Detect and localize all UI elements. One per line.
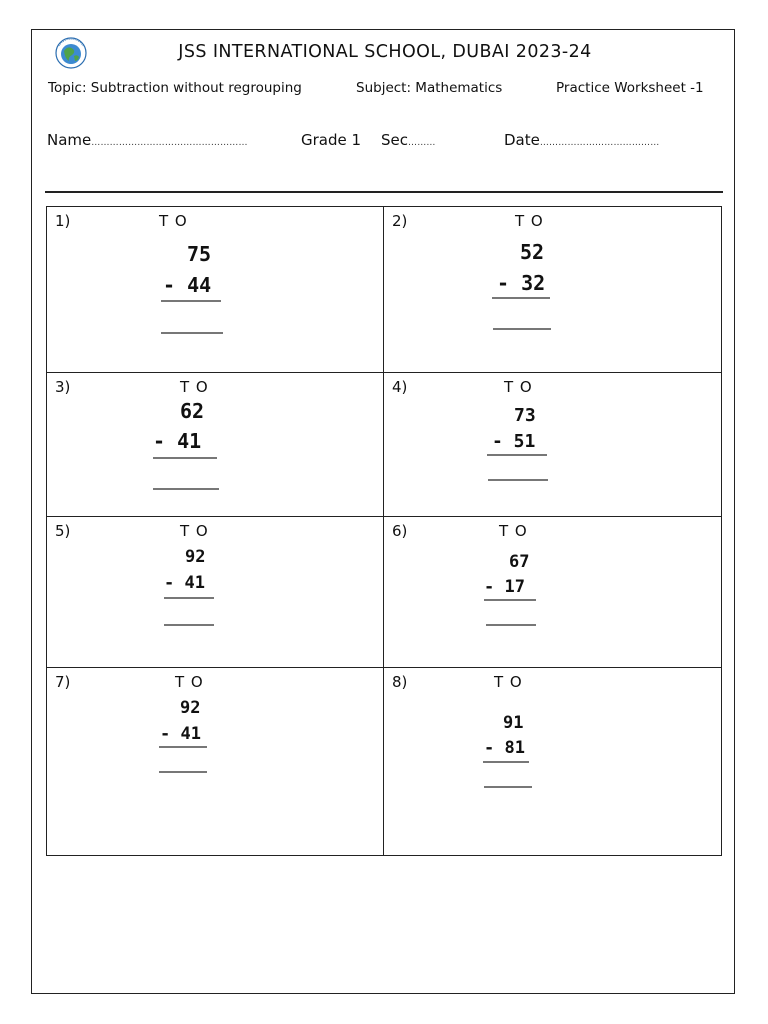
date-field[interactable] <box>504 131 659 149</box>
operation-line <box>483 761 529 763</box>
operation-line <box>487 454 547 456</box>
minuend: 67 <box>509 552 530 572</box>
answer-line[interactable] <box>161 332 223 334</box>
problem-cell <box>384 207 721 373</box>
minuend: 73 <box>514 405 536 426</box>
problem-cell <box>47 373 384 517</box>
answer-line[interactable] <box>484 786 532 788</box>
name-dots: …………………………………………… <box>91 138 248 148</box>
operation-line <box>484 599 536 601</box>
problem-cell <box>384 373 721 517</box>
date-label: Date <box>504 131 540 149</box>
tens-ones-heading: T O <box>494 673 523 691</box>
problem-cell <box>47 207 384 373</box>
answer-line[interactable] <box>164 624 214 626</box>
operation-line <box>164 597 214 599</box>
problem-number: 2) <box>392 212 408 230</box>
tens-ones-heading: T O <box>515 212 544 230</box>
operation-line <box>153 457 217 459</box>
problem-number: 5) <box>55 522 71 540</box>
answer-line[interactable] <box>493 328 551 330</box>
school-title: JSS INTERNATIONAL SCHOOL, DUBAI 2023-24 <box>178 42 592 62</box>
answer-line[interactable] <box>159 771 207 773</box>
header-divider <box>45 191 723 193</box>
tens-ones-heading: T O <box>159 212 188 230</box>
subtrahend: - 32 <box>497 271 546 295</box>
operation-line <box>161 300 221 302</box>
problem-grid <box>46 206 722 856</box>
problem-number: 4) <box>392 378 408 396</box>
topic-label: Topic: Subtraction without regrouping <box>48 80 302 96</box>
problem-cell <box>47 668 384 855</box>
subtrahend: - 41 <box>153 429 202 453</box>
operation-line <box>159 746 207 748</box>
minuend: 92 <box>185 547 206 567</box>
school-logo-icon <box>50 36 92 70</box>
problem-number: 3) <box>55 378 71 396</box>
minuend: 91 <box>503 713 524 733</box>
problem-number: 1) <box>55 212 71 230</box>
answer-line[interactable] <box>153 488 219 490</box>
problem-cell <box>384 668 721 855</box>
tens-ones-heading: T O <box>180 378 209 396</box>
problem-number: 6) <box>392 522 408 540</box>
problem-cell <box>47 517 384 668</box>
answer-line[interactable] <box>486 624 536 626</box>
tens-ones-heading: T O <box>175 673 204 691</box>
operation-line <box>492 297 550 299</box>
minuend: 75 <box>187 242 212 266</box>
name-field[interactable] <box>47 131 248 149</box>
sec-field[interactable] <box>381 131 436 149</box>
minuend: 62 <box>180 399 205 423</box>
worksheet-label: Practice Worksheet -1 <box>556 80 704 96</box>
subtrahend: - 51 <box>492 431 536 452</box>
grade-label: Grade 1 <box>301 131 362 149</box>
sec-dots: ……… <box>408 138 436 148</box>
answer-line[interactable] <box>488 479 548 481</box>
tens-ones-heading: T O <box>499 522 528 540</box>
subtrahend: - 44 <box>163 273 212 297</box>
minuend: 92 <box>180 698 201 718</box>
minuend: 52 <box>520 240 545 264</box>
subject-label: Subject: Mathematics <box>356 80 503 96</box>
problem-cell <box>384 517 721 668</box>
problem-number: 8) <box>392 673 408 691</box>
name-label: Name <box>47 131 92 149</box>
tens-ones-heading: T O <box>180 522 209 540</box>
subtrahend: - 17 <box>484 577 525 597</box>
subtrahend: - 81 <box>484 738 525 758</box>
sec-label: Sec <box>381 131 408 149</box>
date-dots: ………………………………… <box>539 138 660 148</box>
problem-number: 7) <box>55 673 71 691</box>
tens-ones-heading: T O <box>504 378 533 396</box>
subtrahend: - 41 <box>164 573 205 593</box>
subtrahend: - 41 <box>160 724 201 744</box>
